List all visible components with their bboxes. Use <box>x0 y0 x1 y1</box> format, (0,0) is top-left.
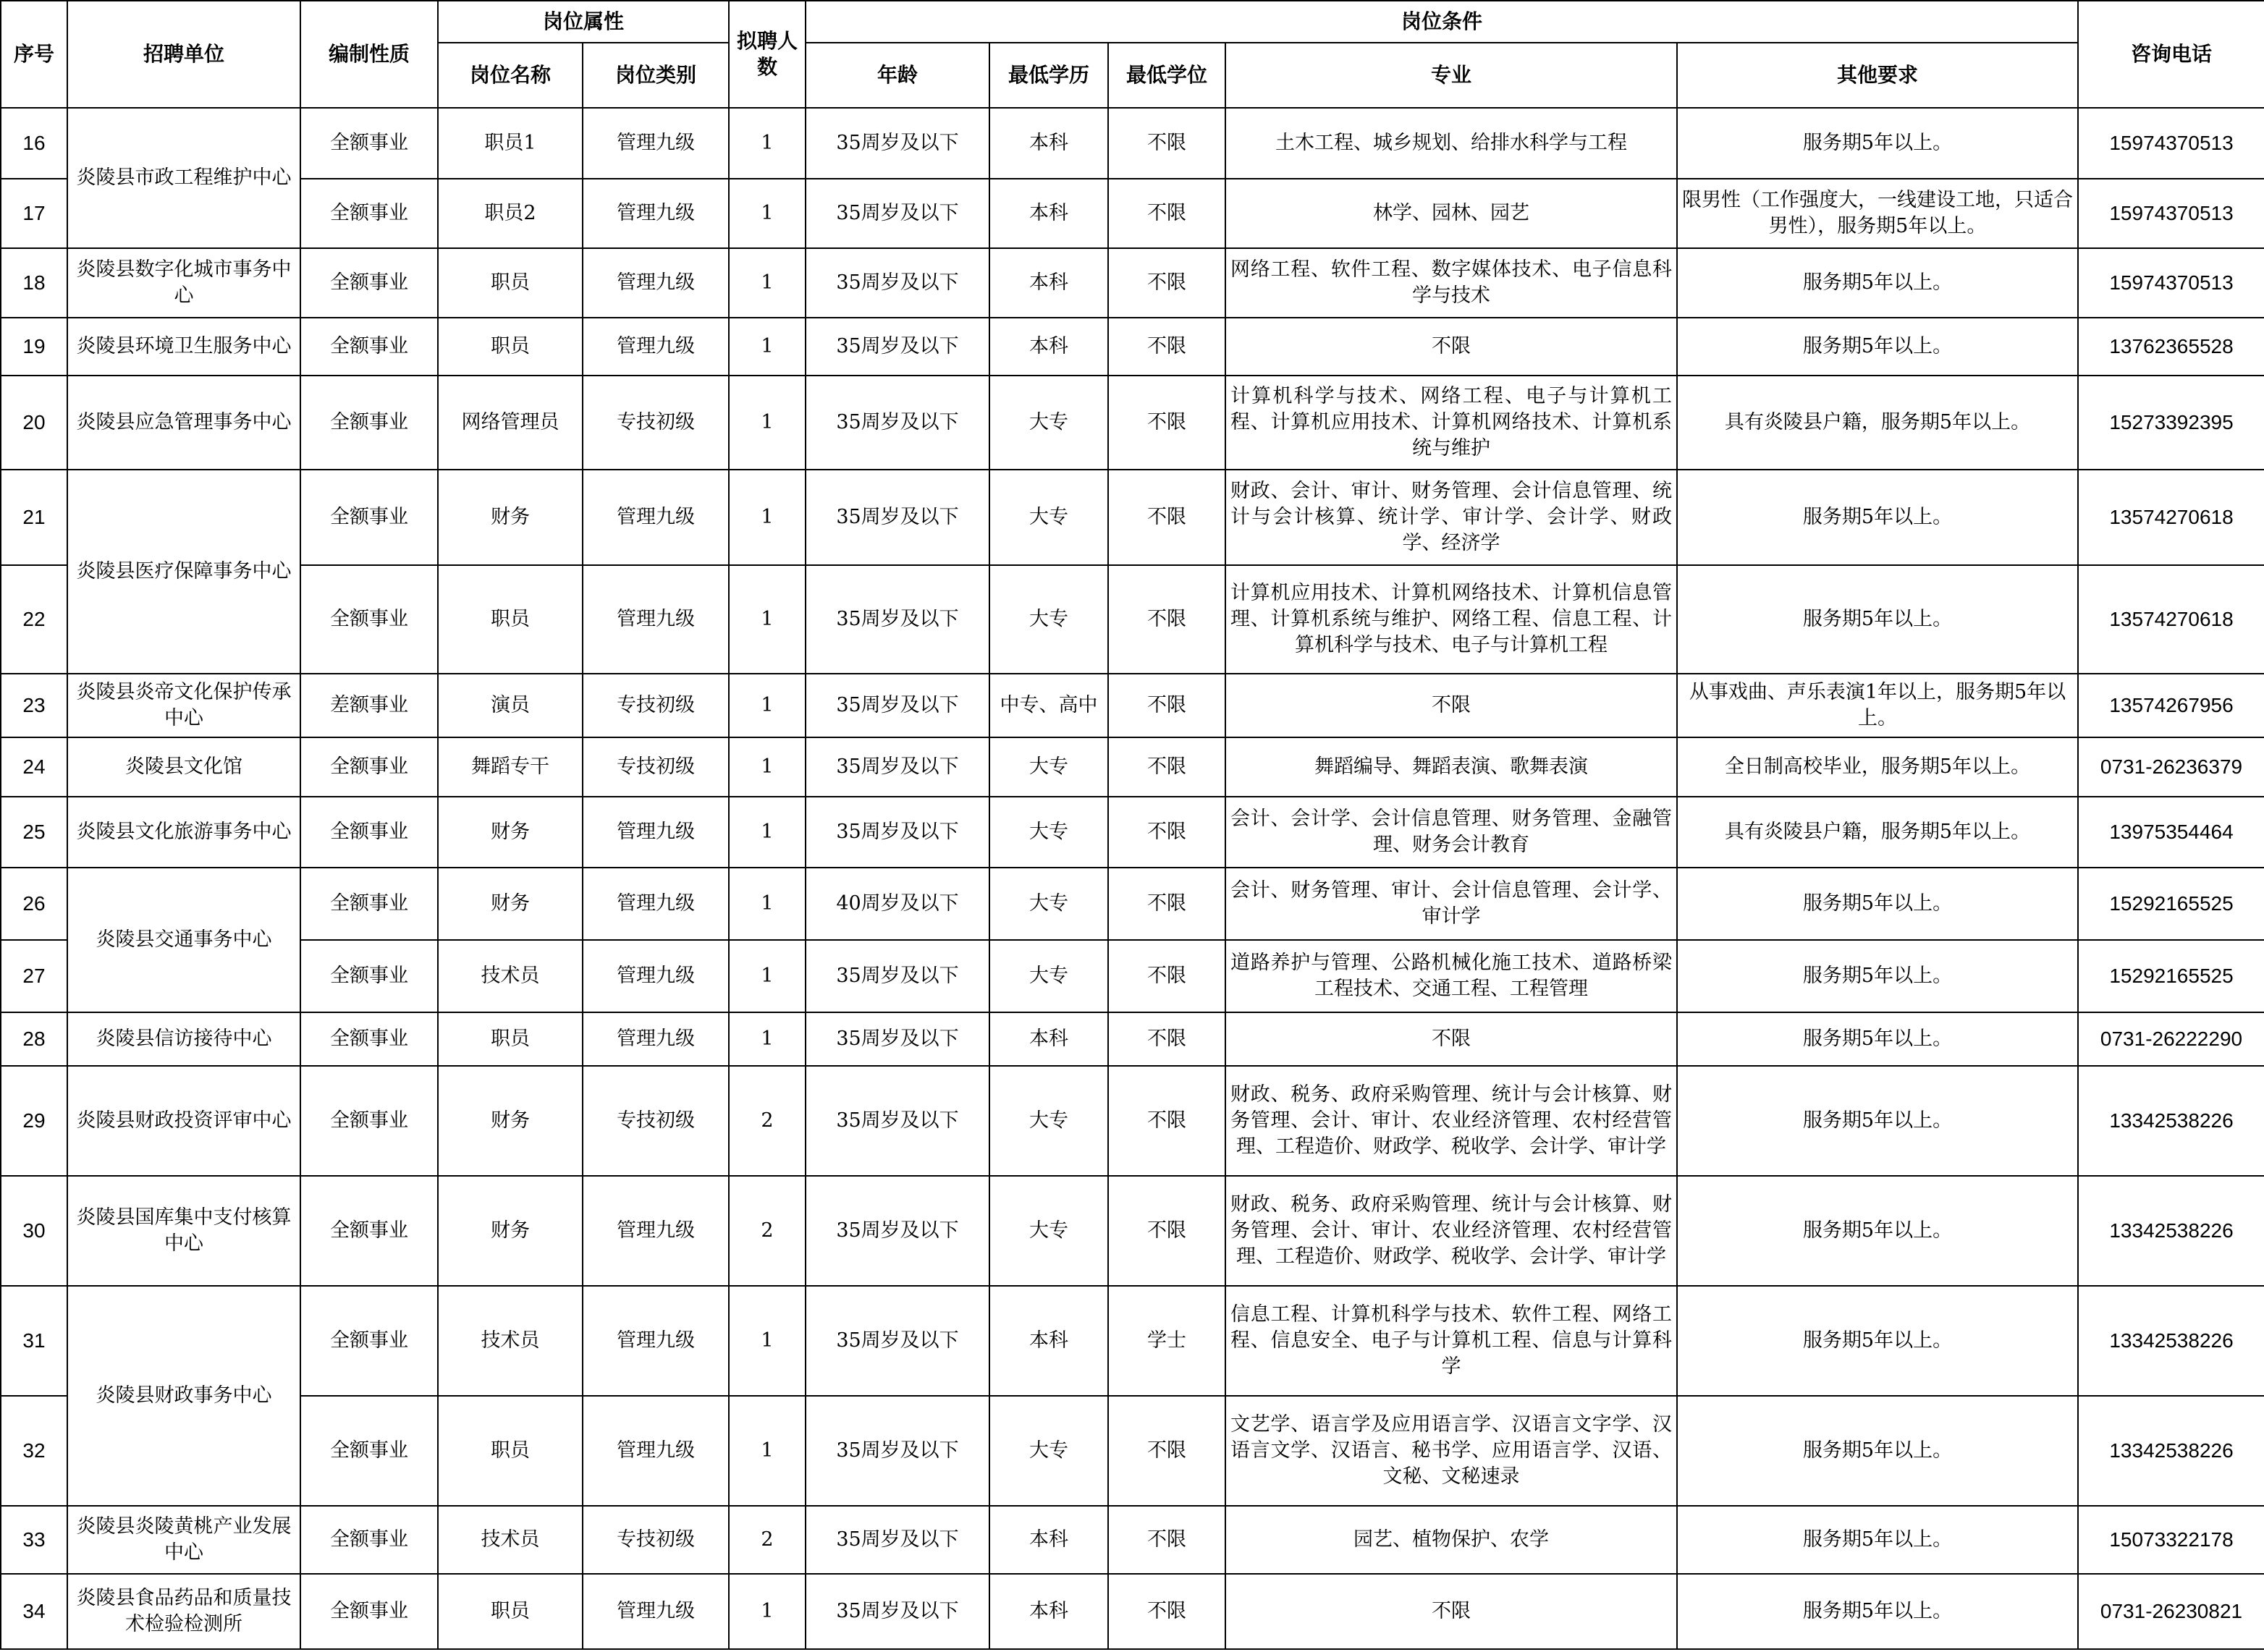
degree-cell: 不限 <box>1108 318 1225 376</box>
unit-cell: 炎陵县应急管理事务中心 <box>67 376 300 470</box>
post-type-cell: 管理九级 <box>583 1396 729 1506</box>
nature-cell: 全额事业 <box>300 376 438 470</box>
post-name-cell: 职员 <box>438 318 583 376</box>
major-cell: 不限 <box>1225 1012 1677 1066</box>
post-name-cell: 财务 <box>438 470 583 565</box>
count-cell: 1 <box>729 1012 806 1066</box>
other-cell: 服务期5年以上。 <box>1677 1396 2078 1506</box>
major-cell: 财政、会计、审计、财务管理、会计信息管理、统计与会计核算、统计学、审计学、会计学、财政学、经济学 <box>1225 470 1677 565</box>
post-type-cell: 管理九级 <box>583 470 729 565</box>
table-row <box>1 1396 2264 1506</box>
major-cell: 道路养护与管理、公路机械化施工技术、道路桥梁工程技术、交通工程、工程管理 <box>1225 940 1677 1012</box>
edu-cell: 本科 <box>989 1286 1108 1396</box>
count-cell: 1 <box>729 318 806 376</box>
table-row <box>1 797 2264 868</box>
age-cell: 35周岁及以下 <box>806 248 989 318</box>
post-type-cell: 管理九级 <box>583 318 729 376</box>
age-cell: 35周岁及以下 <box>806 565 989 674</box>
unit-cell: 炎陵县国库集中支付核算中心 <box>67 1176 300 1286</box>
phone-cell: 13574267956 <box>2078 674 2264 737</box>
unit-cell: 炎陵县文化馆 <box>67 737 300 797</box>
degree-cell: 不限 <box>1108 674 1225 737</box>
phone-cell: 15974370513 <box>2078 179 2264 248</box>
header-edu: 最低学历 <box>989 43 1108 108</box>
nature-cell: 全额事业 <box>300 940 438 1012</box>
post-type-cell: 管理九级 <box>583 1286 729 1396</box>
age-cell: 35周岁及以下 <box>806 1066 989 1176</box>
age-cell: 35周岁及以下 <box>806 1506 989 1574</box>
phone-cell: 13574270618 <box>2078 565 2264 674</box>
post-name-cell: 舞蹈专干 <box>438 737 583 797</box>
degree-cell: 不限 <box>1108 376 1225 470</box>
unit-cell: 炎陵县炎帝文化保护传承中心 <box>67 674 300 737</box>
seq-cell: 21 <box>1 470 67 565</box>
other-cell: 限男性（工作强度大，一线建设工地，只适合男性），服务期5年以上。 <box>1677 179 2078 248</box>
post-type-cell: 管理九级 <box>583 248 729 318</box>
nature-cell: 全额事业 <box>300 737 438 797</box>
unit-cell: 炎陵县信访接待中心 <box>67 1012 300 1066</box>
degree-cell: 不限 <box>1108 1012 1225 1066</box>
post-type-cell: 专技初级 <box>583 737 729 797</box>
phone-cell: 15273392395 <box>2078 376 2264 470</box>
other-cell: 全日制高校毕业，服务期5年以上。 <box>1677 737 2078 797</box>
seq-cell: 25 <box>1 797 67 868</box>
other-cell: 服务期5年以上。 <box>1677 470 2078 565</box>
age-cell: 35周岁及以下 <box>806 470 989 565</box>
count-cell: 2 <box>729 1176 806 1286</box>
degree-cell: 不限 <box>1108 868 1225 940</box>
degree-cell: 不限 <box>1108 797 1225 868</box>
header-unit: 招聘单位 <box>67 1 300 108</box>
other-cell: 服务期5年以上。 <box>1677 1286 2078 1396</box>
post-name-cell: 职员 <box>438 1396 583 1506</box>
age-cell: 35周岁及以下 <box>806 1012 989 1066</box>
seq-cell: 31 <box>1 1286 67 1396</box>
seq-cell: 30 <box>1 1176 67 1286</box>
age-cell: 35周岁及以下 <box>806 1176 989 1286</box>
post-type-cell: 专技初级 <box>583 674 729 737</box>
degree-cell: 不限 <box>1108 737 1225 797</box>
phone-cell: 13975354464 <box>2078 797 2264 868</box>
edu-cell: 本科 <box>989 108 1108 179</box>
seq-cell: 23 <box>1 674 67 737</box>
edu-cell: 本科 <box>989 1012 1108 1066</box>
major-cell: 土木工程、城乡规划、给排水科学与工程 <box>1225 108 1677 179</box>
table-body <box>1 108 2264 1649</box>
nature-cell: 全额事业 <box>300 565 438 674</box>
table-row <box>1 1574 2264 1649</box>
degree-cell: 不限 <box>1108 1574 1225 1649</box>
other-cell: 服务期5年以上。 <box>1677 318 2078 376</box>
seq-cell: 29 <box>1 1066 67 1176</box>
count-cell: 1 <box>729 470 806 565</box>
degree-cell: 不限 <box>1108 1066 1225 1176</box>
other-cell: 服务期5年以上。 <box>1677 565 2078 674</box>
major-cell: 财政、税务、政府采购管理、统计与会计核算、财务管理、会计、审计、农业经济管理、农村经营管理、工程造价、财政学、税收学、会计学、审计学 <box>1225 1066 1677 1176</box>
post-name-cell: 财务 <box>438 868 583 940</box>
header-other: 其他要求 <box>1677 43 2078 108</box>
nature-cell: 全额事业 <box>300 108 438 179</box>
major-cell: 不限 <box>1225 674 1677 737</box>
count-cell: 1 <box>729 1286 806 1396</box>
phone-cell: 13574270618 <box>2078 470 2264 565</box>
phone-cell: 15974370513 <box>2078 108 2264 179</box>
age-cell: 35周岁及以下 <box>806 376 989 470</box>
other-cell: 服务期5年以上。 <box>1677 248 2078 318</box>
major-cell: 文艺学、语言学及应用语言学、汉语言文字学、汉语言文学、汉语言、秘书学、应用语言学、汉语、文秘、文秘速录 <box>1225 1396 1677 1506</box>
edu-cell: 本科 <box>989 1506 1108 1574</box>
degree-cell: 不限 <box>1108 179 1225 248</box>
other-cell: 服务期5年以上。 <box>1677 940 2078 1012</box>
unit-cell: 炎陵县环境卫生服务中心 <box>67 318 300 376</box>
other-cell: 服务期5年以上。 <box>1677 108 2078 179</box>
seq-cell: 18 <box>1 248 67 318</box>
post-type-cell: 管理九级 <box>583 1574 729 1649</box>
table-row <box>1 318 2264 376</box>
table-row <box>1 565 2264 674</box>
edu-cell: 大专 <box>989 1396 1108 1506</box>
post-name-cell: 职员2 <box>438 179 583 248</box>
seq-cell: 17 <box>1 179 67 248</box>
nature-cell: 全额事业 <box>300 470 438 565</box>
phone-cell: 15073322178 <box>2078 1506 2264 1574</box>
age-cell: 35周岁及以下 <box>806 940 989 1012</box>
count-cell: 1 <box>729 940 806 1012</box>
other-cell: 服务期5年以上。 <box>1677 1574 2078 1649</box>
phone-cell: 15292165525 <box>2078 940 2264 1012</box>
post-name-cell: 财务 <box>438 1176 583 1286</box>
header-nature: 编制性质 <box>300 1 438 108</box>
unit-cell: 炎陵县炎陵黄桃产业发展中心 <box>67 1506 300 1574</box>
header-age: 年龄 <box>806 43 989 108</box>
edu-cell: 大专 <box>989 1176 1108 1286</box>
header-post-attr: 岗位属性 <box>438 1 729 43</box>
table-row <box>1 376 2264 470</box>
edu-cell: 本科 <box>989 1574 1108 1649</box>
major-cell: 计算机科学与技术、网络工程、电子与计算机工程、计算机应用技术、计算机网络技术、计算机系统与维护 <box>1225 376 1677 470</box>
table-row <box>1 470 2264 565</box>
major-cell: 林学、园林、园艺 <box>1225 179 1677 248</box>
nature-cell: 全额事业 <box>300 318 438 376</box>
post-name-cell: 职员 <box>438 565 583 674</box>
header-seq: 序号 <box>1 1 67 108</box>
post-type-cell: 管理九级 <box>583 797 729 868</box>
phone-cell: 15292165525 <box>2078 868 2264 940</box>
nature-cell: 全额事业 <box>300 1574 438 1649</box>
other-cell: 服务期5年以上。 <box>1677 1176 2078 1286</box>
seq-cell: 24 <box>1 737 67 797</box>
seq-cell: 27 <box>1 940 67 1012</box>
age-cell: 35周岁及以下 <box>806 797 989 868</box>
seq-cell: 16 <box>1 108 67 179</box>
seq-cell: 32 <box>1 1396 67 1506</box>
phone-cell: 13762365528 <box>2078 318 2264 376</box>
seq-cell: 22 <box>1 565 67 674</box>
other-cell: 具有炎陵县户籍，服务期5年以上。 <box>1677 797 2078 868</box>
table-row <box>1 868 2264 940</box>
count-cell: 1 <box>729 565 806 674</box>
nature-cell: 全额事业 <box>300 1012 438 1066</box>
edu-cell: 大专 <box>989 868 1108 940</box>
degree-cell: 学士 <box>1108 1286 1225 1396</box>
edu-cell: 大专 <box>989 737 1108 797</box>
unit-cell: 炎陵县财政事务中心 <box>67 1286 300 1506</box>
post-type-cell: 管理九级 <box>583 179 729 248</box>
edu-cell: 本科 <box>989 318 1108 376</box>
edu-cell: 大专 <box>989 565 1108 674</box>
count-cell: 1 <box>729 1396 806 1506</box>
post-type-cell: 管理九级 <box>583 565 729 674</box>
post-name-cell: 职员 <box>438 248 583 318</box>
post-type-cell: 管理九级 <box>583 1012 729 1066</box>
degree-cell: 不限 <box>1108 248 1225 318</box>
age-cell: 35周岁及以下 <box>806 108 989 179</box>
age-cell: 35周岁及以下 <box>806 737 989 797</box>
phone-cell: 13342538226 <box>2078 1396 2264 1506</box>
table-row <box>1 674 2264 737</box>
table-row <box>1 940 2264 1012</box>
unit-cell: 炎陵县食品药品和质量技术检验检测所 <box>67 1574 300 1649</box>
post-name-cell: 技术员 <box>438 940 583 1012</box>
count-cell: 1 <box>729 1574 806 1649</box>
other-cell: 服务期5年以上。 <box>1677 1012 2078 1066</box>
post-type-cell: 管理九级 <box>583 108 729 179</box>
post-type-cell: 管理九级 <box>583 940 729 1012</box>
count-cell: 1 <box>729 108 806 179</box>
nature-cell: 全额事业 <box>300 1286 438 1396</box>
edu-cell: 大专 <box>989 376 1108 470</box>
phone-cell: 0731-26222290 <box>2078 1012 2264 1066</box>
edu-cell: 大专 <box>989 470 1108 565</box>
age-cell: 35周岁及以下 <box>806 1286 989 1396</box>
header-major: 专业 <box>1225 43 1677 108</box>
nature-cell: 全额事业 <box>300 1176 438 1286</box>
seq-cell: 33 <box>1 1506 67 1574</box>
major-cell: 不限 <box>1225 318 1677 376</box>
phone-cell: 13342538226 <box>2078 1066 2264 1176</box>
major-cell: 舞蹈编导、舞蹈表演、歌舞表演 <box>1225 737 1677 797</box>
post-name-cell: 职员1 <box>438 108 583 179</box>
post-name-cell: 职员 <box>438 1574 583 1649</box>
major-cell: 不限 <box>1225 1574 1677 1649</box>
age-cell: 35周岁及以下 <box>806 179 989 248</box>
unit-cell: 炎陵县文化旅游事务中心 <box>67 797 300 868</box>
header-post-type: 岗位类别 <box>583 43 729 108</box>
seq-cell: 20 <box>1 376 67 470</box>
header-post-name: 岗位名称 <box>438 43 583 108</box>
nature-cell: 全额事业 <box>300 1396 438 1506</box>
phone-cell: 0731-26230821 <box>2078 1574 2264 1649</box>
table-row <box>1 179 2264 248</box>
major-cell: 园艺、植物保护、农学 <box>1225 1506 1677 1574</box>
post-type-cell: 管理九级 <box>583 868 729 940</box>
age-cell: 35周岁及以下 <box>806 674 989 737</box>
nature-cell: 全额事业 <box>300 1066 438 1176</box>
nature-cell: 全额事业 <box>300 248 438 318</box>
count-cell: 2 <box>729 1066 806 1176</box>
degree-cell: 不限 <box>1108 940 1225 1012</box>
count-cell: 1 <box>729 248 806 318</box>
table-row <box>1 1176 2264 1286</box>
unit-cell: 炎陵县医疗保障事务中心 <box>67 470 300 674</box>
count-cell: 1 <box>729 797 806 868</box>
post-type-cell: 专技初级 <box>583 1506 729 1574</box>
post-type-cell: 专技初级 <box>583 376 729 470</box>
other-cell: 服务期5年以上。 <box>1677 1066 2078 1176</box>
age-cell: 40周岁及以下 <box>806 868 989 940</box>
degree-cell: 不限 <box>1108 108 1225 179</box>
degree-cell: 不限 <box>1108 1506 1225 1574</box>
table-row <box>1 1506 2264 1574</box>
table-row <box>1 248 2264 318</box>
table-row <box>1 1012 2264 1066</box>
age-cell: 35周岁及以下 <box>806 318 989 376</box>
nature-cell: 全额事业 <box>300 179 438 248</box>
phone-cell: 13342538226 <box>2078 1286 2264 1396</box>
post-name-cell: 职员 <box>438 1012 583 1066</box>
nature-cell: 全额事业 <box>300 1506 438 1574</box>
seq-cell: 19 <box>1 318 67 376</box>
major-cell: 会计、会计学、会计信息管理、财务管理、金融管理、财务会计教育 <box>1225 797 1677 868</box>
post-type-cell: 管理九级 <box>583 1176 729 1286</box>
count-cell: 2 <box>729 1506 806 1574</box>
table-row <box>1 1066 2264 1176</box>
degree-cell: 不限 <box>1108 470 1225 565</box>
unit-cell: 炎陵县数字化城市事务中心 <box>67 248 300 318</box>
degree-cell: 不限 <box>1108 565 1225 674</box>
nature-cell: 全额事业 <box>300 868 438 940</box>
header-phone: 咨询电话 <box>2078 1 2264 108</box>
post-name-cell: 网络管理员 <box>438 376 583 470</box>
count-cell: 1 <box>729 179 806 248</box>
post-type-cell: 专技初级 <box>583 1066 729 1176</box>
count-cell: 1 <box>729 376 806 470</box>
count-cell: 1 <box>729 674 806 737</box>
other-cell: 从事戏曲、声乐表演1年以上，服务期5年以上。 <box>1677 674 2078 737</box>
count-cell: 1 <box>729 737 806 797</box>
table-row <box>1 737 2264 797</box>
phone-cell: 15974370513 <box>2078 248 2264 318</box>
major-cell: 信息工程、计算机科学与技术、软件工程、网络工程、信息安全、电子与计算机工程、信息与计算科学 <box>1225 1286 1677 1396</box>
other-cell: 服务期5年以上。 <box>1677 868 2078 940</box>
major-cell: 会计、财务管理、审计、会计信息管理、会计学、审计学 <box>1225 868 1677 940</box>
edu-cell: 本科 <box>989 179 1108 248</box>
edu-cell: 大专 <box>989 797 1108 868</box>
table-row <box>1 108 2264 179</box>
unit-cell: 炎陵县财政投资评审中心 <box>67 1066 300 1176</box>
nature-cell: 差额事业 <box>300 674 438 737</box>
other-cell: 具有炎陵县户籍，服务期5年以上。 <box>1677 376 2078 470</box>
header-count: 拟聘人数 <box>729 1 806 108</box>
edu-cell: 大专 <box>989 1066 1108 1176</box>
post-name-cell: 技术员 <box>438 1286 583 1396</box>
seq-cell: 26 <box>1 868 67 940</box>
count-cell: 1 <box>729 868 806 940</box>
phone-cell: 13342538226 <box>2078 1176 2264 1286</box>
unit-cell: 炎陵县市政工程维护中心 <box>67 108 300 248</box>
header-degree: 最低学位 <box>1108 43 1225 108</box>
seq-cell: 28 <box>1 1012 67 1066</box>
post-name-cell: 演员 <box>438 674 583 737</box>
edu-cell: 大专 <box>989 940 1108 1012</box>
age-cell: 35周岁及以下 <box>806 1574 989 1649</box>
other-cell: 服务期5年以上。 <box>1677 1506 2078 1574</box>
major-cell: 网络工程、软件工程、数字媒体技术、电子信息科学与技术 <box>1225 248 1677 318</box>
degree-cell: 不限 <box>1108 1396 1225 1506</box>
phone-cell: 0731-26236379 <box>2078 737 2264 797</box>
edu-cell: 中专、高中 <box>989 674 1108 737</box>
major-cell: 计算机应用技术、计算机网络技术、计算机信息管理、计算机系统与维护、网络工程、信息工程、计算机科学与技术、电子与计算机工程 <box>1225 565 1677 674</box>
unit-cell: 炎陵县交通事务中心 <box>67 868 300 1012</box>
header-post-cond: 岗位条件 <box>806 1 2078 43</box>
post-name-cell: 财务 <box>438 1066 583 1176</box>
table-row <box>1 1286 2264 1396</box>
edu-cell: 本科 <box>989 248 1108 318</box>
major-cell: 财政、税务、政府采购管理、统计与会计核算、财务管理、会计、审计、农业经济管理、农村经营管理、工程造价、财政学、税收学、会计学、审计学 <box>1225 1176 1677 1286</box>
nature-cell: 全额事业 <box>300 797 438 868</box>
seq-cell: 34 <box>1 1574 67 1649</box>
post-name-cell: 财务 <box>438 797 583 868</box>
post-name-cell: 技术员 <box>438 1506 583 1574</box>
degree-cell: 不限 <box>1108 1176 1225 1286</box>
age-cell: 35周岁及以下 <box>806 1396 989 1506</box>
